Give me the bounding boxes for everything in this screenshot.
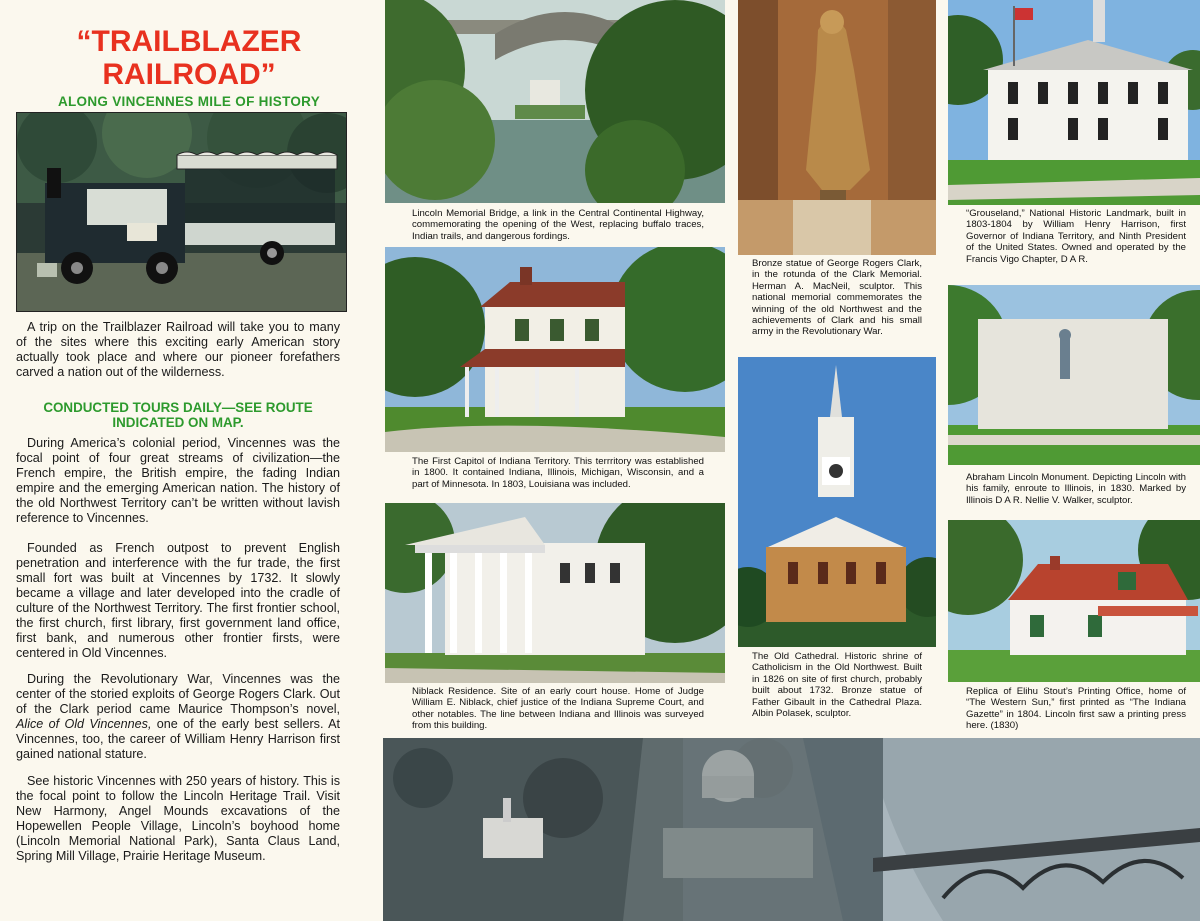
lincoln-monument-photo [948,285,1200,465]
clark-caption: Bronze statue of George Rogers Clark, in the rotunda of the Clark Memorial. Herman A. MacNeil, sculptor. This national memorial commemorates the winning of the old Northwest and the achievements of Clark and his small army in the Revolutionary War. [752,258,922,338]
title-line-2: RAILROAD” [102,58,276,91]
niblack-caption: Niblack Residence. Site of an early court house. Home of Judge William E. Niblack, chief justice of the Indiana Supreme Court, and other notables. The line between Indiana and Illinois was surveyed from this building. [412,686,704,732]
capitol-caption: The First Capitol of Indiana Territory. This terrritory was established in 1800. It contained Indiana, Illinois, Michigan, Wisconsin, and a part of Minnesota. In 1803, Louisiana was included. [412,456,704,490]
first-capitol-photo [385,247,725,452]
bridge-caption: Lincoln Memorial Bridge, a link in the Central Continental Highway, commemorating the opening of the West, replacing buffalo traces, Indian trails, and dangerous fordings. [412,208,704,242]
bridge-photo [385,0,725,203]
intro-paragraph: A trip on the Trailblazer Railroad will take you to many of the sites where this exciting early American story actually took place and where our pioneer forefathers carved a nation out of the wilderness. [16,320,340,379]
tours-heading-line-2: INDICATED ON MAP. [112,415,244,430]
lincoln-caption: Abraham Lincoln Monument. Depicting Lincoln with his family, enroute to Illinois, in 1830. Marked by Illinois D A R. Nellie V. Walker, sculptor. [966,472,1186,506]
left-column [0,0,383,921]
trailblazer-train-photo [16,112,347,312]
niblack-residence-photo [385,503,725,683]
clark-statue-photo [738,0,936,255]
aerial-photo [383,738,1200,921]
printing-caption: Replica of Elihu Stout’s Printing Office, home of “The Western Sun,” first printed as “The Indiana Gazette” in 1804. Lincoln first saw a printing press here. (1830) [966,686,1186,732]
paragraph-revolutionary: During the Revolutionary War, Vincennes was the center of the storied exploits of George Rogers Clark. Out of the Clark period came Maurice Thompson’s novel, Alice of Old Vincennes, one of the early best sellers. At Vincennes, too, the career of William Henry Harrison first gained national stature. [16,672,340,761]
paragraph-founded: Founded as French outpost to prevent English penetration and interference with the fur trade, the first small fort was built at Vincennes by 1732. It slowly became a village and later developed into the cradle of culture of the Northwest Territory. The first frontier school, the first church, first library, first government land office, first bank, and numerous other frontier firsts, were centered in Old Vincennes. [16,541,340,660]
grouseland-caption: “Grouseland,” National Historic Landmark, built in 1803-1804 by William Henry Harrison, first Governor of Indiana Territory, and Ninth President of the United States. Owned and operated by the Francis Vigo Chapter, D A R. [966,208,1186,265]
paragraph-visit: See historic Vincennes with 250 years of history. This is the focal point to follow the Lincoln Heritage Trail. Visit New Harmony, Angel Mounds excavations of the Hopewellen People Village, Lincoln’s boyhood home (Lincoln Memorial National Park), Santa Claus Land, Spring Mill Village, Prairie Heritage Museum. [16,774,340,863]
printing-office-photo [948,520,1200,682]
tours-heading-line-1: CONDUCTED TOURS DAILY—SEE ROUTE [43,400,313,415]
cathedral-caption: The Old Cathedral. Historic shrine of Catholicism in the Old Northwest. Built in 1826 on site of first church, probably built about 1732. Bronze statue of Father Gibault in the Cathedral Plaza. Albin Polasek, sculptor. [752,651,922,720]
title-line-1: “TRAILBLAZER [76,25,302,58]
subtitle: ALONG VINCENNES MILE OF HISTORY [57,94,321,109]
old-cathedral-photo [738,357,936,647]
grouseland-photo [948,0,1200,205]
paragraph-colonial: During America’s colonial period, Vincennes was the focal point of four great streams of civilization—the French empire, the British empire, the fading Indian empire and the emerging American nation. The history of the old Northwest Territory can’t be written without lavish reference to Vincennes. [16,436,340,525]
